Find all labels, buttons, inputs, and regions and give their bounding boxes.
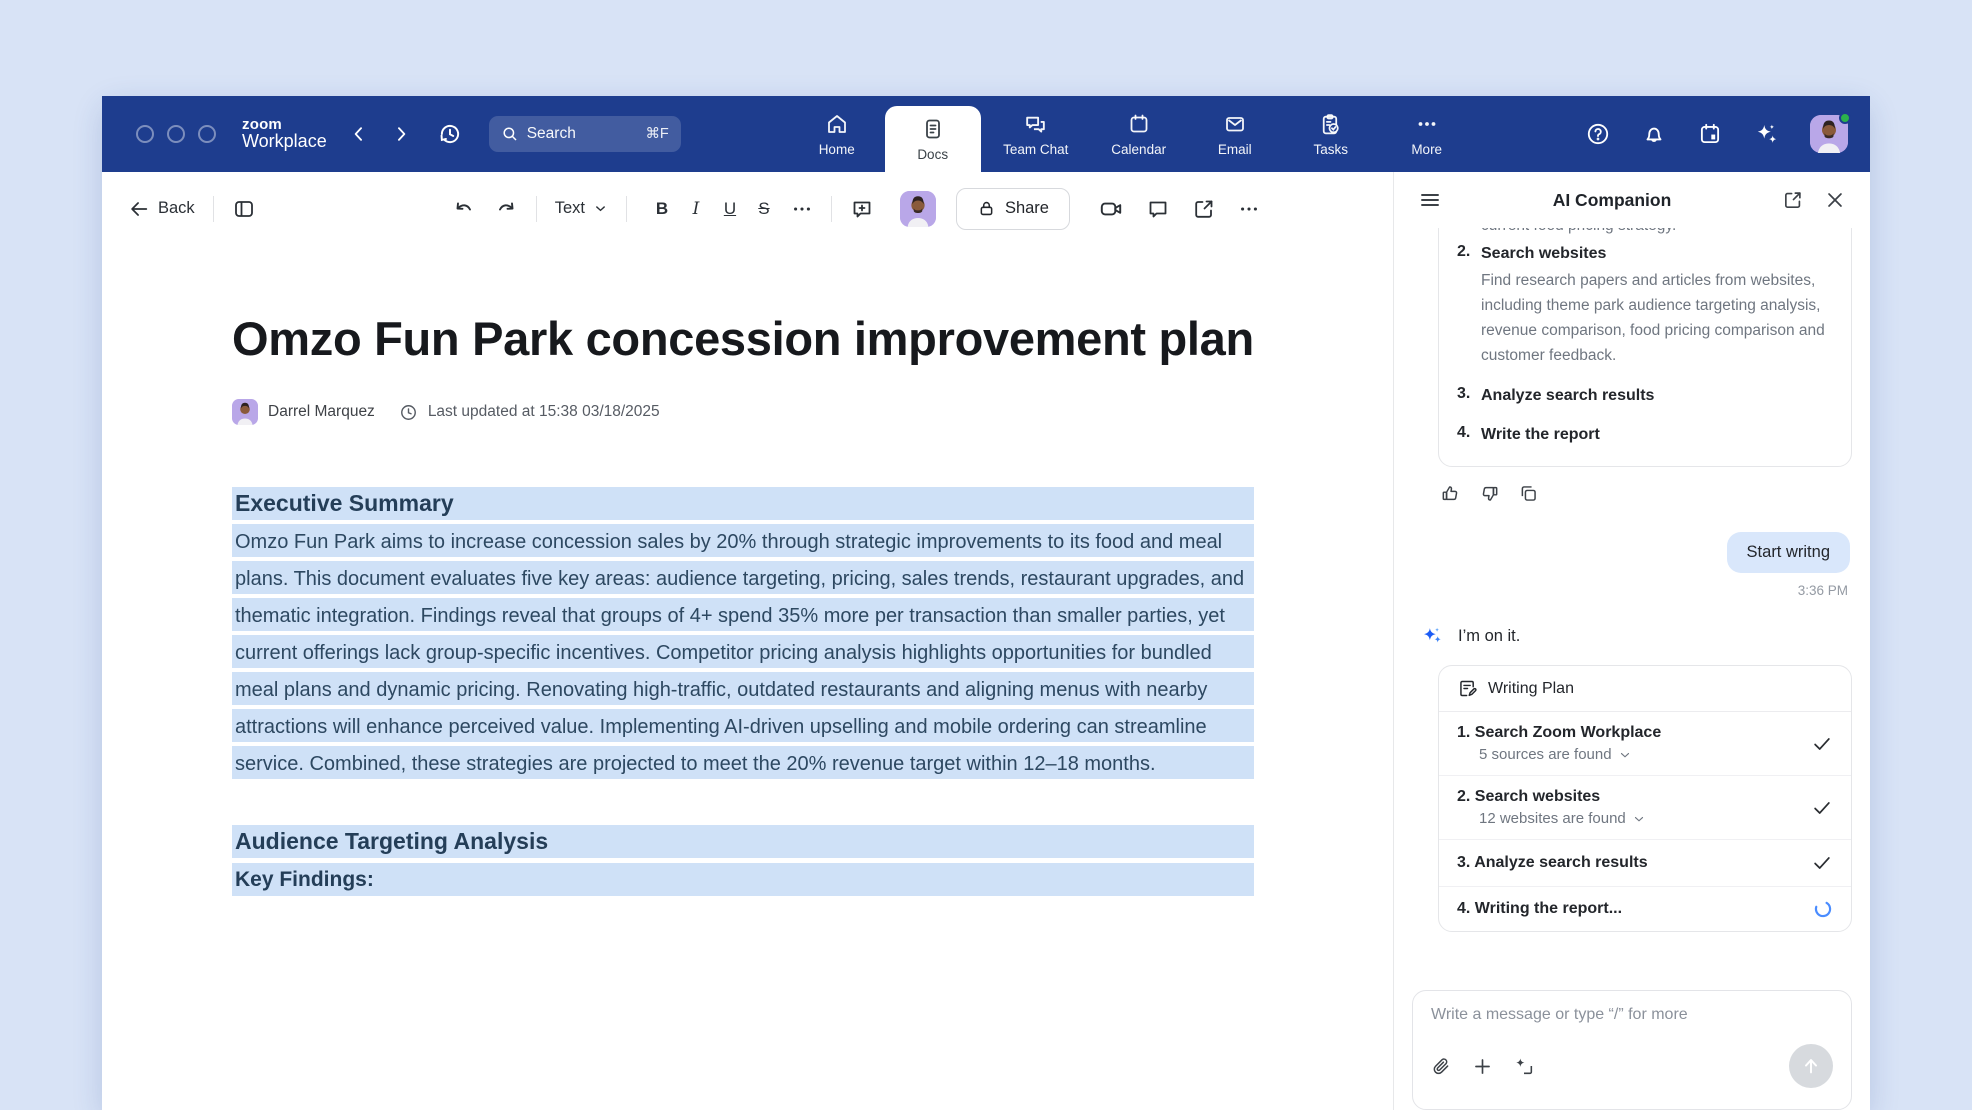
message-timestamp: 3:36 PM (1797, 583, 1848, 598)
copy-button[interactable] (1518, 483, 1539, 504)
document-title[interactable]: Omzo Fun Park concession improvement plan (232, 312, 1254, 365)
check-icon (1811, 733, 1833, 755)
home-icon (825, 112, 849, 136)
text-style-dropdown[interactable] (555, 199, 608, 218)
audience-heading[interactable]: Audience Targeting Analysis (232, 825, 1254, 858)
step-detail-toggle[interactable] (1479, 810, 1811, 827)
ai-panel-title: AI Companion (1552, 189, 1672, 210)
thumbs-down-button[interactable] (1479, 483, 1500, 504)
zoom-workplace-window (102, 96, 1870, 1110)
ellipsis-icon (1238, 198, 1260, 220)
prompt-library-button[interactable] (1513, 1055, 1535, 1077)
notifications-button[interactable] (1641, 121, 1667, 147)
history-icon (437, 121, 463, 147)
lock-icon (977, 199, 996, 218)
send-icon (1800, 1055, 1822, 1077)
ai-close-button[interactable] (1824, 189, 1846, 211)
main-content (102, 172, 1870, 1110)
item-description: Find research papers and articles from websites, including theme park audience targeting analysis, revenue comparison, food pricing comparison and customer feedback. (1481, 272, 1825, 364)
tab-home[interactable] (789, 96, 885, 172)
tab-more-label: More (1411, 142, 1443, 157)
nav-forward-button[interactable] (391, 124, 411, 144)
panel-toggle-icon (232, 197, 256, 221)
tab-more[interactable] (1379, 96, 1475, 172)
attach-button[interactable] (1431, 1056, 1452, 1077)
item-number: 2. (1457, 243, 1471, 260)
plan-preview-item (1457, 424, 1833, 446)
window-minimize-button[interactable] (167, 125, 185, 143)
collaborator-photo (900, 191, 936, 227)
plan-preview-card (1438, 214, 1852, 467)
undo-icon (452, 197, 476, 221)
item-title: Analyze search results (1481, 387, 1655, 404)
back-label: Back (158, 199, 195, 217)
ai-menu-button[interactable] (1418, 188, 1442, 212)
help-icon (1585, 121, 1611, 147)
exec-summary-heading[interactable]: Executive Summary (232, 487, 1254, 520)
text-style-label: Text (554, 199, 585, 217)
ai-panel-header (1394, 172, 1870, 228)
start-meeting-button[interactable] (1098, 196, 1124, 222)
ai-companion-panel (1393, 172, 1870, 1110)
bold-button[interactable]: B (645, 199, 679, 219)
toolbar-divider (626, 196, 627, 222)
search-placeholder: Search (526, 125, 576, 142)
send-button[interactable] (1789, 1044, 1833, 1088)
more-icon (1415, 112, 1439, 136)
italic-button[interactable]: I (679, 199, 713, 219)
user-message-bubble: Start writng (1727, 532, 1850, 573)
item-number: 4. (1457, 424, 1471, 441)
app-tabs (789, 96, 1475, 172)
thumbs-up-icon (1440, 483, 1461, 504)
toolbar-divider (536, 196, 537, 222)
tab-tasks[interactable] (1283, 96, 1379, 172)
check-icon (1811, 797, 1833, 819)
back-arrow-icon (128, 198, 150, 220)
back-button[interactable] (128, 198, 195, 220)
tab-tasks-label: Tasks (1313, 142, 1348, 157)
tab-email-label: Email (1217, 142, 1252, 157)
bell-icon (1641, 121, 1667, 147)
global-search-input[interactable] (489, 116, 681, 152)
clock-icon (399, 403, 418, 422)
step-title: 4. Writing the report... (1457, 900, 1623, 917)
docs-icon (921, 117, 945, 141)
logo-workplace-text: Workplace (242, 131, 327, 152)
tab-docs[interactable] (885, 106, 981, 172)
team-chat-icon (1023, 112, 1048, 137)
calendar-date-icon (1697, 121, 1723, 147)
popout-icon (1782, 189, 1804, 211)
toolbar-divider (213, 196, 214, 222)
tab-docs-label: Docs (917, 147, 949, 162)
author-avatar (232, 399, 258, 425)
message-input[interactable] (1431, 1006, 1833, 1024)
item-title: Search websites (1481, 245, 1607, 262)
ellipsis-icon (791, 198, 813, 220)
ai-sparkle-icon (1753, 121, 1780, 148)
navbar-right-actions (1585, 115, 1848, 153)
ai-companion-button[interactable] (1753, 121, 1780, 148)
thumbs-up-button[interactable] (1440, 483, 1461, 504)
exec-summary-body[interactable]: Omzo Fun Park aims to increase concession sales by 20% through strategic improvements to its food and meal plans. This document evaluates five key areas: audience targeting, pricing, sales trends, restaurant upgrades, and thematic integration. Findings reveal that groups of 4+ spend 35% more per transaction than smaller parties, yet current offerings lack group-specific incentives. Competitor pricing analysis highlights opportunities for bundled meal plans and dynamic pricing. Renovating high-traffic, outdated restaurants and aligning menus with nearby attractions will enhance perceived value. Implementing AI-driven upselling and mobile ordering can streamline service. Combined, these strategies are projected to meet the 20% revenue target within 12–18 months. (232, 524, 1254, 783)
ai-sparkle-icon (1420, 624, 1445, 649)
open-external-icon (1192, 197, 1216, 221)
assistant-message-text: I’m on it. (1458, 627, 1521, 645)
add-comment-button[interactable] (850, 197, 874, 221)
history-button[interactable] (437, 121, 463, 147)
writing-plan-icon (1457, 678, 1478, 699)
top-navbar (102, 96, 1870, 172)
assistant-message-row (1420, 624, 1870, 649)
document-canvas[interactable] (102, 245, 1393, 1110)
plan-preview-item (1457, 385, 1833, 407)
step-title: 3. Analyze search results (1457, 854, 1648, 871)
step-subtext: 5 sources are found (1479, 746, 1612, 763)
comment-add-icon (850, 197, 874, 221)
chevron-left-icon (349, 124, 369, 144)
plan-step (1439, 840, 1851, 887)
tasks-icon (1318, 112, 1343, 137)
redo-button[interactable] (494, 197, 518, 221)
ai-composer (1412, 990, 1852, 1110)
nav-back-button[interactable] (349, 124, 369, 144)
composer-actions (1431, 1044, 1833, 1088)
chevron-down-icon (1618, 748, 1632, 762)
chat-button[interactable] (1146, 197, 1170, 221)
step-subtext: 12 websites are found (1479, 810, 1626, 827)
ai-conversation[interactable] (1394, 228, 1870, 968)
zoom-workplace-logo (242, 117, 327, 152)
tab-email[interactable] (1187, 96, 1283, 172)
schedule-button[interactable] (1697, 121, 1723, 147)
author-name: Darrel Marquez (268, 403, 375, 420)
chevron-down-icon (1632, 812, 1646, 826)
window-close-button[interactable] (136, 125, 154, 143)
window-zoom-button[interactable] (198, 125, 216, 143)
collaborator-avatar[interactable] (900, 191, 936, 227)
key-findings-subheading[interactable]: Key Findings: (232, 863, 1254, 896)
chevron-right-icon (391, 124, 411, 144)
tab-team-chat[interactable] (981, 96, 1091, 172)
share-button[interactable] (956, 188, 1070, 230)
document-area (102, 172, 1393, 1110)
strikethrough-button[interactable]: S (747, 199, 781, 219)
help-button[interactable] (1585, 121, 1611, 147)
copy-icon (1518, 483, 1539, 504)
more-actions-button[interactable] (1238, 198, 1260, 220)
hamburger-icon (1418, 188, 1442, 212)
plus-icon (1472, 1056, 1493, 1077)
user-avatar[interactable] (1810, 115, 1848, 153)
prompt-box-icon (1513, 1055, 1535, 1077)
video-icon (1098, 196, 1124, 222)
open-external-button[interactable] (1192, 197, 1216, 221)
add-button[interactable] (1472, 1056, 1493, 1077)
calendar-icon (1127, 112, 1151, 136)
underline-button[interactable]: U (713, 199, 747, 219)
paperclip-icon (1431, 1056, 1452, 1077)
tab-calendar[interactable] (1091, 96, 1187, 172)
tab-calendar-label: Calendar (1111, 142, 1167, 157)
feedback-actions (1440, 483, 1870, 504)
ai-popout-button[interactable] (1782, 189, 1804, 211)
share-label: Share (1004, 199, 1049, 217)
chevron-down-icon (593, 201, 608, 216)
email-icon (1223, 112, 1247, 136)
search-icon (501, 125, 519, 143)
plan-step (1439, 712, 1851, 776)
search-shortcut: ⌘F (645, 126, 669, 142)
spinner-icon (1813, 899, 1833, 919)
tab-home-label: Home (818, 142, 855, 157)
step-title: 1. Search Zoom Workplace (1457, 724, 1662, 741)
redo-icon (494, 197, 518, 221)
editor-toolbar (102, 172, 1393, 245)
writing-plan-header (1439, 666, 1851, 712)
last-updated: Last updated at 15:38 03/18/2025 (427, 403, 660, 420)
chat-icon (1146, 197, 1170, 221)
plan-step (1439, 776, 1851, 840)
writing-plan-card (1438, 665, 1852, 932)
toolbar-divider (831, 196, 832, 222)
writing-plan-title: Writing Plan (1488, 679, 1574, 697)
thumbs-down-icon (1479, 483, 1500, 504)
plan-step (1439, 887, 1851, 931)
close-icon (1824, 189, 1846, 211)
tab-team-chat-label: Team Chat (1003, 142, 1069, 157)
status-online-dot (1839, 112, 1851, 124)
plan-preview-item (1457, 243, 1833, 368)
check-icon (1811, 852, 1833, 874)
panel-toggle-button[interactable] (232, 197, 256, 221)
undo-button[interactable] (452, 197, 476, 221)
item-title: Write the report (1481, 426, 1600, 443)
logo-zoom-text: zoom (242, 115, 282, 133)
step-detail-toggle[interactable] (1479, 746, 1811, 763)
window-controls (136, 125, 216, 143)
more-formatting-button[interactable] (791, 198, 813, 220)
item-number: 3. (1457, 385, 1471, 402)
document-meta (232, 399, 1254, 425)
user-message-row (1394, 532, 1850, 573)
step-title: 2. Search websites (1457, 788, 1601, 805)
author-photo (232, 399, 258, 425)
